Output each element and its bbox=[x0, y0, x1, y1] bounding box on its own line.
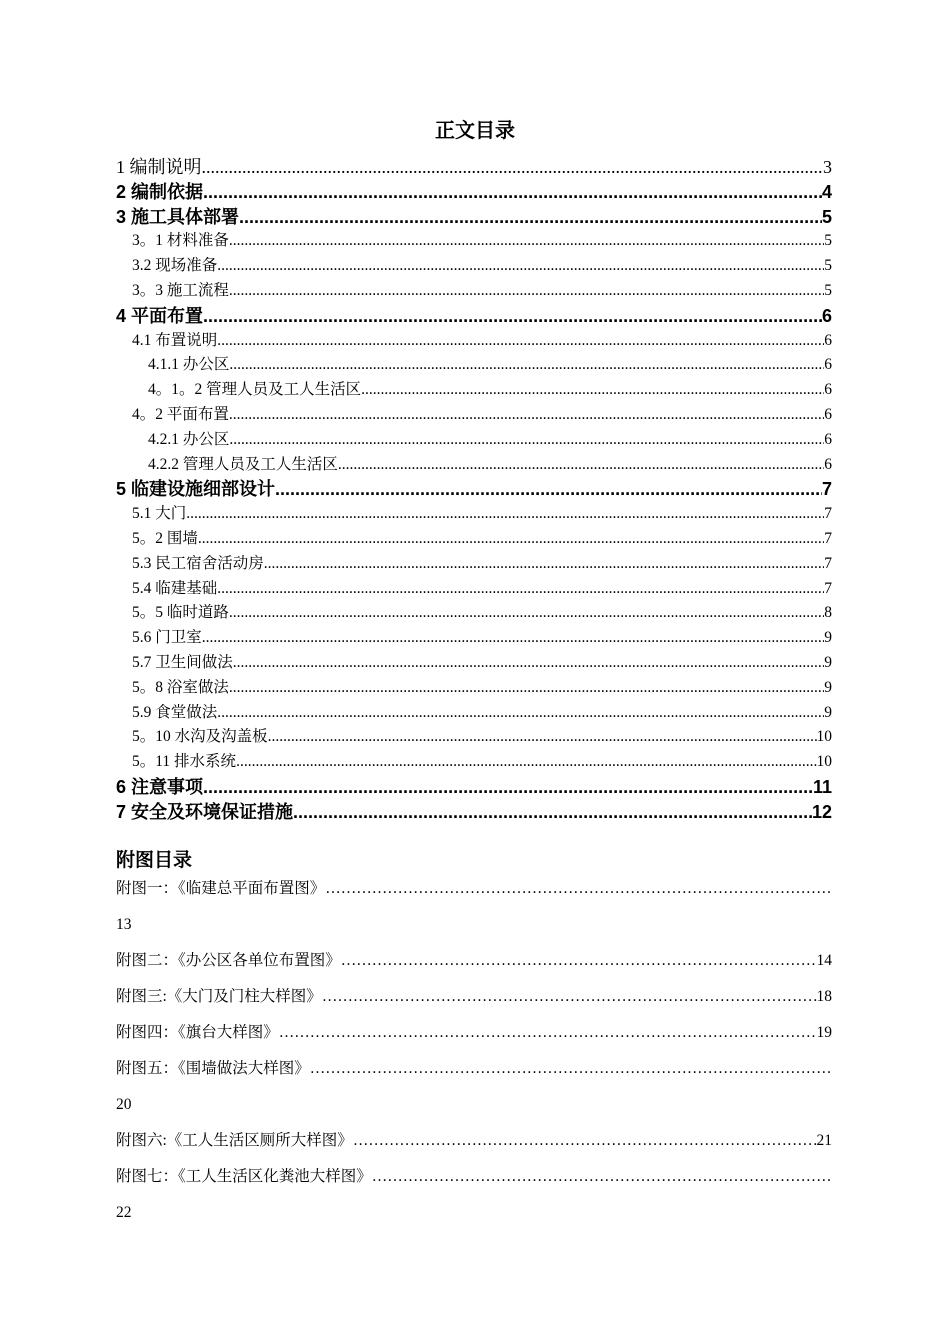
dot-leader bbox=[293, 800, 812, 825]
toc-entry-page: 10 bbox=[816, 728, 832, 746]
toc-entry-title: 5.7 卫生间做法 bbox=[132, 653, 233, 671]
toc-entry-title: 5 临建设施细部设计 bbox=[116, 479, 276, 500]
figure-entry-title: 附图六:《工人生活区厕所大样图》 bbox=[116, 1132, 353, 1149]
toc-entry[interactable] bbox=[116, 279, 832, 304]
toc-entry-title: 5。5 临时道路 bbox=[132, 604, 229, 622]
dot-leader bbox=[217, 701, 824, 726]
toc-entry-page: 10 bbox=[816, 753, 832, 771]
toc-entry-title: 4。2 平面布置 bbox=[132, 405, 229, 423]
toc-entry-title: 4.2.1 办公区 bbox=[148, 430, 230, 448]
toc-entry[interactable] bbox=[116, 254, 832, 279]
toc-entry[interactable] bbox=[116, 205, 832, 230]
dot-leader bbox=[229, 676, 824, 701]
dot-leader bbox=[236, 750, 816, 775]
toc-entry[interactable] bbox=[116, 378, 832, 403]
toc-entry[interactable] bbox=[116, 676, 832, 701]
toc-entry[interactable] bbox=[116, 552, 832, 577]
toc-entry-page: 7 bbox=[824, 505, 832, 523]
dot-leader bbox=[217, 254, 824, 279]
toc-entry-page: 9 bbox=[824, 653, 832, 671]
figure-entry[interactable] bbox=[116, 1018, 832, 1054]
dot-leader bbox=[229, 279, 824, 304]
toc-entry-title: 7 安全及环境保证措施 bbox=[116, 801, 294, 822]
toc-entry[interactable] bbox=[116, 701, 832, 726]
dot-leader bbox=[325, 874, 832, 904]
figure-entry-title: 附图四：《旗台大样图》 bbox=[116, 1024, 279, 1041]
dot-leader bbox=[264, 552, 824, 577]
toc-entry[interactable] bbox=[116, 229, 832, 254]
figure-entry-page: 19 bbox=[816, 1024, 832, 1041]
toc-entry[interactable] bbox=[116, 800, 832, 825]
toc-entry-page: 5 bbox=[824, 281, 832, 299]
toc-entry[interactable] bbox=[116, 453, 832, 478]
figure-entry-page: 18 bbox=[816, 988, 832, 1005]
toc-entry[interactable] bbox=[116, 329, 832, 354]
toc-entry[interactable] bbox=[116, 527, 832, 552]
figure-entry-page: 13 bbox=[116, 916, 132, 933]
toc-entry-title: 5.9 食堂做法 bbox=[132, 703, 218, 721]
dot-leader bbox=[202, 155, 824, 180]
toc-entry[interactable] bbox=[116, 601, 832, 626]
dot-leader bbox=[203, 304, 822, 329]
dot-leader bbox=[203, 775, 813, 800]
toc-entry-page: 6 bbox=[824, 331, 832, 349]
dot-leader bbox=[268, 725, 817, 750]
toc-entry-page: 7 bbox=[824, 579, 832, 597]
toc-entry-title: 5。11 排水系统 bbox=[132, 753, 237, 771]
toc-entry-title: 4 平面布置 bbox=[116, 305, 204, 326]
table-of-contents bbox=[116, 155, 832, 825]
toc-entry[interactable] bbox=[116, 651, 832, 676]
toc-entry-page: 11 bbox=[812, 776, 832, 797]
toc-entry-title: 5。2 围墙 bbox=[132, 529, 198, 547]
figure-entry-page: 21 bbox=[816, 1132, 832, 1149]
dot-leader bbox=[322, 982, 817, 1012]
toc-entry[interactable] bbox=[116, 155, 832, 180]
toc-entry[interactable] bbox=[116, 353, 832, 378]
toc-entry-title: 4.1 布置说明 bbox=[132, 331, 218, 349]
toc-entry[interactable] bbox=[116, 403, 832, 428]
figure-list-title: 附图目录 bbox=[116, 850, 193, 871]
toc-entry-page: 9 bbox=[824, 629, 832, 647]
toc-entry-title: 3 施工具体部署 bbox=[116, 206, 240, 227]
toc-entry-title: 3。1 材料准备 bbox=[132, 232, 229, 250]
dot-leader bbox=[233, 651, 824, 676]
toc-entry[interactable] bbox=[116, 750, 832, 775]
toc-entry-page: 5 bbox=[821, 206, 832, 227]
toc-entry-page: 5 bbox=[824, 232, 832, 250]
dot-leader bbox=[217, 577, 824, 602]
toc-entry-page: 9 bbox=[824, 703, 832, 721]
toc-entry-title: 5.4 临建基础 bbox=[132, 579, 218, 597]
dot-leader bbox=[229, 428, 824, 453]
toc-entry-title: 3.2 现场准备 bbox=[132, 257, 218, 275]
figure-entry[interactable] bbox=[116, 982, 832, 1018]
toc-entry-title: 1 编制说明 bbox=[116, 157, 202, 177]
dot-leader bbox=[372, 1162, 832, 1192]
toc-entry[interactable] bbox=[116, 775, 832, 800]
toc-entry-page: 6 bbox=[824, 381, 832, 399]
toc-title: 正文目录 bbox=[435, 120, 515, 142]
dot-leader bbox=[229, 601, 824, 626]
figure-entry[interactable] bbox=[116, 1162, 832, 1198]
dot-leader bbox=[275, 477, 822, 502]
toc-entry-page: 12 bbox=[811, 801, 832, 822]
toc-entry[interactable] bbox=[116, 304, 832, 329]
dot-leader bbox=[202, 626, 824, 651]
toc-entry[interactable] bbox=[116, 725, 832, 750]
toc-entry-title: 5。8 浴室做法 bbox=[132, 678, 229, 696]
toc-entry-title: 5.3 民工宿舍活动房 bbox=[132, 554, 264, 572]
toc-entry[interactable] bbox=[116, 477, 832, 502]
figure-entry[interactable] bbox=[116, 946, 832, 982]
toc-entry-title: 5。10 水沟及沟盖板 bbox=[132, 728, 268, 746]
dot-leader bbox=[353, 1126, 817, 1156]
toc-entry-page: 6 bbox=[824, 455, 832, 473]
dot-leader bbox=[338, 453, 824, 478]
figure-entry-page: 22 bbox=[116, 1204, 132, 1221]
toc-entry-title: 2 编制依据 bbox=[116, 181, 204, 202]
toc-entry[interactable] bbox=[116, 180, 832, 205]
toc-entry-title: 3。3 施工流程 bbox=[132, 281, 229, 299]
figure-entry-page: 20 bbox=[116, 1096, 132, 1113]
toc-entry-page: 6 bbox=[824, 356, 832, 374]
dot-leader bbox=[341, 946, 817, 976]
dot-leader bbox=[239, 205, 822, 230]
dot-leader bbox=[186, 502, 824, 527]
dot-leader bbox=[310, 1054, 832, 1084]
figure-entry-title: 附图七：《工人生活区化粪池大样图》 bbox=[116, 1168, 372, 1185]
toc-entry-title: 4.2.2 管理人员及工人生活区 bbox=[148, 455, 338, 473]
figure-entry[interactable] bbox=[116, 1126, 832, 1162]
toc-entry-page: 7 bbox=[824, 554, 832, 572]
toc-entry-page: 9 bbox=[824, 678, 832, 696]
toc-entry-title: 5.1 大门 bbox=[132, 505, 187, 523]
figure-entry-title: 附图一：《临建总平面布置图》 bbox=[116, 880, 326, 897]
figure-entry-title: 附图五：《围墙做法大样图》 bbox=[116, 1060, 310, 1077]
toc-entry[interactable] bbox=[116, 626, 832, 651]
toc-entry-page: 7 bbox=[824, 529, 832, 547]
dot-leader bbox=[229, 403, 824, 428]
figure-list bbox=[116, 874, 832, 1234]
toc-entry-page: 5 bbox=[824, 257, 832, 275]
toc-entry-page: 3 bbox=[823, 157, 832, 177]
dot-leader bbox=[203, 180, 822, 205]
figure-entry-page: 14 bbox=[816, 952, 832, 969]
toc-entry-page: 6 bbox=[824, 430, 832, 448]
toc-entry-title: 6 注意事项 bbox=[116, 776, 204, 797]
toc-entry-page: 4 bbox=[821, 181, 832, 202]
dot-leader bbox=[217, 329, 824, 354]
dot-leader bbox=[229, 229, 824, 254]
toc-entry-title: 4.1.1 办公区 bbox=[148, 356, 230, 374]
figure-entry-title: 附图三:《大门及门柱大样图》 bbox=[116, 988, 322, 1005]
dot-leader bbox=[198, 527, 824, 552]
dot-leader bbox=[361, 378, 824, 403]
toc-entry[interactable] bbox=[116, 577, 832, 602]
figure-entry[interactable] bbox=[116, 874, 832, 910]
toc-entry[interactable] bbox=[116, 502, 832, 527]
figure-entry[interactable] bbox=[116, 1054, 832, 1090]
toc-entry[interactable] bbox=[116, 428, 832, 453]
dot-leader bbox=[229, 353, 824, 378]
toc-entry-page: 8 bbox=[824, 604, 832, 622]
toc-entry-title: 5.6 门卫室 bbox=[132, 629, 202, 647]
toc-entry-page: 6 bbox=[824, 405, 832, 423]
figure-entry-title: 附图二：《办公区各单位布置图》 bbox=[116, 952, 341, 969]
toc-entry-page: 6 bbox=[821, 305, 832, 326]
toc-entry-title: 4。1。2 管理人员及工人生活区 bbox=[148, 381, 362, 399]
toc-entry-page: 7 bbox=[821, 479, 832, 500]
dot-leader bbox=[279, 1018, 817, 1048]
